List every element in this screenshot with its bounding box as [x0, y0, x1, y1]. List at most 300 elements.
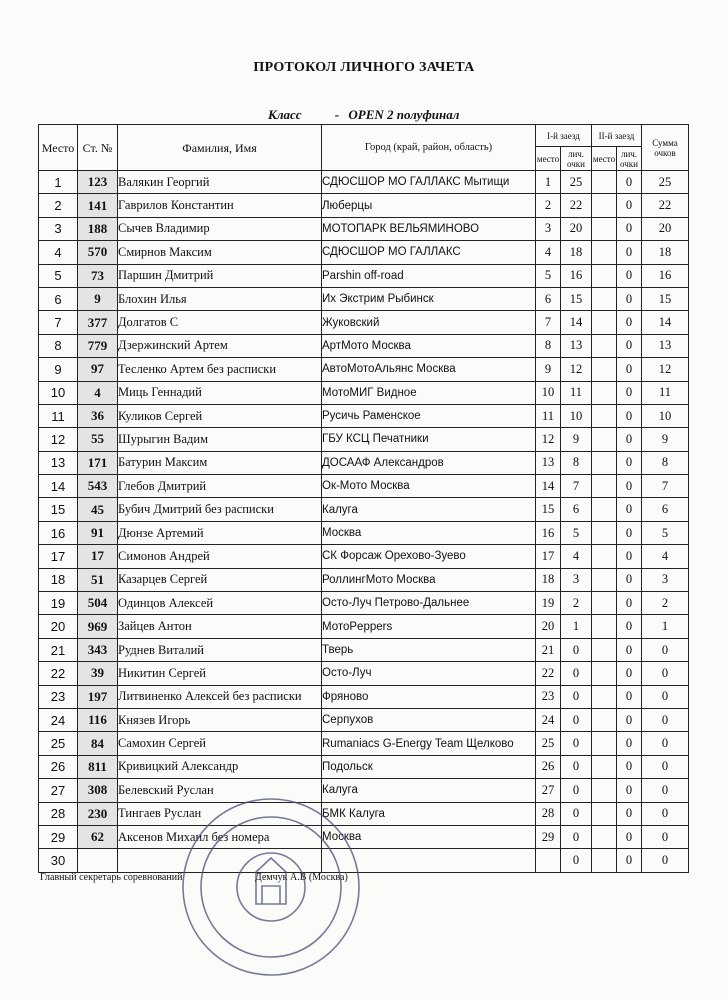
- table-row: [39, 451, 689, 474]
- heat1-points-cell: 0: [561, 825, 592, 848]
- heat1-place-cell: 16: [536, 521, 561, 544]
- place-cell: 29: [39, 825, 78, 848]
- heat1-points-cell: 15: [561, 287, 592, 310]
- heat1-points-cell: 6: [561, 498, 592, 521]
- place-cell: 7: [39, 311, 78, 334]
- heat2-points-cell: 0: [617, 849, 642, 872]
- heat1-points-cell: 9: [561, 428, 592, 451]
- heat2-points-cell: 0: [617, 732, 642, 755]
- heat2-points-cell: 0: [617, 802, 642, 825]
- sum-cell: 18: [642, 241, 689, 264]
- heat2-points-cell: 0: [617, 171, 642, 194]
- heat1-points-cell: 2: [561, 592, 592, 615]
- heat2-place-cell: [592, 241, 617, 264]
- sum-cell: 0: [642, 802, 689, 825]
- table-row: [39, 521, 689, 544]
- bib-cell: 230: [78, 802, 118, 825]
- sum-cell: 0: [642, 779, 689, 802]
- sum-cell: 16: [642, 264, 689, 287]
- sum-cell: 12: [642, 358, 689, 381]
- bib-cell: 73: [78, 264, 118, 287]
- bib-cell: 4: [78, 381, 118, 404]
- table-row: [39, 428, 689, 451]
- name-cell: Никитин Сергей: [118, 662, 322, 685]
- heat2-points-cell: 0: [617, 545, 642, 568]
- table-row: [39, 475, 689, 498]
- heat1-points-cell: 18: [561, 241, 592, 264]
- bib-cell: 570: [78, 241, 118, 264]
- heat2-points-cell: 0: [617, 521, 642, 544]
- city-cell: РоллингМото Москва: [322, 568, 536, 591]
- bib-cell: 51: [78, 568, 118, 591]
- place-cell: 20: [39, 615, 78, 638]
- heat1-points-cell: 0: [561, 732, 592, 755]
- city-cell: Калуга: [322, 779, 536, 802]
- heat2-place-cell: [592, 685, 617, 708]
- bib-cell: 84: [78, 732, 118, 755]
- name-cell: Шурыгин Вадим: [118, 428, 322, 451]
- heat2-points-cell: 0: [617, 404, 642, 427]
- heat1-place-cell: 18: [536, 568, 561, 591]
- bib-cell: 308: [78, 779, 118, 802]
- heat1-place-cell: 15: [536, 498, 561, 521]
- place-cell: 30: [39, 849, 78, 872]
- sum-cell: 20: [642, 217, 689, 240]
- bib-cell: 188: [78, 217, 118, 240]
- table-row: [39, 194, 689, 217]
- city-cell: СДЮСШОР МО ГАЛЛАКС: [322, 241, 536, 264]
- city-cell: Жуковский: [322, 311, 536, 334]
- place-cell: 23: [39, 685, 78, 708]
- col-bib-header: Ст. №: [78, 125, 118, 171]
- bib-cell: 811: [78, 755, 118, 778]
- heat2-place-cell: [592, 849, 617, 872]
- heat2-place-cell: [592, 358, 617, 381]
- city-cell: Осто-Луч Петрово-Дальнее: [322, 592, 536, 615]
- name-cell: Казарцев Сергей: [118, 568, 322, 591]
- heat1-place-cell: 27: [536, 779, 561, 802]
- place-cell: 9: [39, 358, 78, 381]
- heat1-place-cell: 19: [536, 592, 561, 615]
- city-cell: МОТОПАРК ВЕЛЬЯМИНОВО: [322, 217, 536, 240]
- place-cell: 22: [39, 662, 78, 685]
- table-row: [39, 662, 689, 685]
- name-cell: Гаврилов Константин: [118, 194, 322, 217]
- heat1-place-cell: 12: [536, 428, 561, 451]
- heat2-points-cell: 0: [617, 568, 642, 591]
- sum-cell: 3: [642, 568, 689, 591]
- heat1-place-cell: 14: [536, 475, 561, 498]
- sum-cell: 7: [642, 475, 689, 498]
- class-label: Класс: [268, 107, 302, 122]
- heat2-points-cell: 0: [617, 825, 642, 848]
- city-cell: Осто-Луч: [322, 662, 536, 685]
- heat1-place-cell: 4: [536, 241, 561, 264]
- bib-cell: 36: [78, 404, 118, 427]
- sum-cell: 0: [642, 662, 689, 685]
- heat2-place-cell: [592, 545, 617, 568]
- table-row: [39, 171, 689, 194]
- place-cell: 26: [39, 755, 78, 778]
- bib-cell: 197: [78, 685, 118, 708]
- heat2-points-cell: 0: [617, 708, 642, 731]
- heat2-points-cell: 0: [617, 779, 642, 802]
- heat1-points-cell: 0: [561, 802, 592, 825]
- bib-cell: [78, 849, 118, 872]
- bib-cell: 62: [78, 825, 118, 848]
- name-cell: Тингаев Руслан: [118, 802, 322, 825]
- name-cell: Руднев Виталий: [118, 638, 322, 661]
- bib-cell: 969: [78, 615, 118, 638]
- footer-signer: Демчук А.В (Москва): [254, 872, 348, 883]
- heat2-points-cell: 0: [617, 685, 642, 708]
- heat1-place-cell: 8: [536, 334, 561, 357]
- name-cell: Валякин Георгий: [118, 171, 322, 194]
- sum-cell: 15: [642, 287, 689, 310]
- col-place-header: Место: [39, 125, 78, 171]
- table-row: [39, 732, 689, 755]
- heat2-points-cell: 0: [617, 264, 642, 287]
- sum-cell: 1: [642, 615, 689, 638]
- city-cell: Parshin off-road: [322, 264, 536, 287]
- city-cell: Тверь: [322, 638, 536, 661]
- name-cell: Зайцев Антон: [118, 615, 322, 638]
- table-row: [39, 708, 689, 731]
- table-row: [39, 568, 689, 591]
- table-row: [39, 498, 689, 521]
- city-cell: МотоМИГ Видное: [322, 381, 536, 404]
- heat2-place-cell: [592, 779, 617, 802]
- city-cell: Фряново: [322, 685, 536, 708]
- heat1-place-cell: 1: [536, 171, 561, 194]
- bib-cell: 504: [78, 592, 118, 615]
- heat2-place-cell: [592, 521, 617, 544]
- city-cell: МотоPeppers: [322, 615, 536, 638]
- city-cell: Их Экстрим Рыбинск: [322, 287, 536, 310]
- heat2-place-cell: [592, 171, 617, 194]
- place-cell: 15: [39, 498, 78, 521]
- heat1-points-cell: 8: [561, 451, 592, 474]
- bib-cell: 91: [78, 521, 118, 544]
- heat1-points-cell: 1: [561, 615, 592, 638]
- place-cell: 12: [39, 428, 78, 451]
- heat2-points-cell: 0: [617, 592, 642, 615]
- table-row: [39, 638, 689, 661]
- table-row: [39, 334, 689, 357]
- place-cell: 6: [39, 287, 78, 310]
- bib-cell: 39: [78, 662, 118, 685]
- table-row: [39, 404, 689, 427]
- heat2-points-cell: 0: [617, 428, 642, 451]
- heat2-points-cell: 0: [617, 638, 642, 661]
- heat2-points-cell: 0: [617, 194, 642, 217]
- heat1-place-cell: 11: [536, 404, 561, 427]
- table-row: [39, 241, 689, 264]
- heat1-points-cell: 11: [561, 381, 592, 404]
- results-table: [38, 124, 689, 873]
- table-row: [39, 615, 689, 638]
- heat1-place-cell: 21: [536, 638, 561, 661]
- class-value: OPEN 2 полуфинал: [348, 107, 460, 122]
- sum-cell: 0: [642, 825, 689, 848]
- heat2-place-cell: [592, 568, 617, 591]
- heat2-points-cell: 0: [617, 334, 642, 357]
- heat1-place-cell: 28: [536, 802, 561, 825]
- place-cell: 10: [39, 381, 78, 404]
- col-sum-header: Сумма очков: [642, 125, 689, 171]
- heat2-points-cell: 0: [617, 662, 642, 685]
- place-cell: 19: [39, 592, 78, 615]
- place-cell: 13: [39, 451, 78, 474]
- name-cell: Тесленко Артем без расписки: [118, 358, 322, 381]
- city-cell: АртМото Москва: [322, 334, 536, 357]
- name-cell: Симонов Андрей: [118, 545, 322, 568]
- bib-cell: 377: [78, 311, 118, 334]
- bib-cell: 171: [78, 451, 118, 474]
- heat1-place-cell: 5: [536, 264, 561, 287]
- heat1-points-cell: 0: [561, 755, 592, 778]
- heat2-points-cell: 0: [617, 498, 642, 521]
- heat1-points-cell: 16: [561, 264, 592, 287]
- city-cell: СДЮСШОР МО ГАЛЛАКС Мытищи: [322, 171, 536, 194]
- heat1-place-cell: 26: [536, 755, 561, 778]
- heat1-points-cell: 25: [561, 171, 592, 194]
- heat1-place-cell: 6: [536, 287, 561, 310]
- table-row: [39, 685, 689, 708]
- heat1-place-cell: 25: [536, 732, 561, 755]
- heat1-place-cell: 3: [536, 217, 561, 240]
- heat2-points-cell: 0: [617, 311, 642, 334]
- table-row: [39, 264, 689, 287]
- heat1-place-cell: 10: [536, 381, 561, 404]
- heat2-points-cell: 0: [617, 615, 642, 638]
- col-heat2-header: II-й заезд: [592, 125, 642, 147]
- col-name-header: Фамилия, Имя: [118, 125, 322, 171]
- place-cell: 8: [39, 334, 78, 357]
- name-cell: Миць Геннадий: [118, 381, 322, 404]
- place-cell: 25: [39, 732, 78, 755]
- place-cell: 18: [39, 568, 78, 591]
- place-cell: 16: [39, 521, 78, 544]
- heat1-points-cell: 14: [561, 311, 592, 334]
- heat1-points-cell: 13: [561, 334, 592, 357]
- city-cell: Ок-Мото Москва: [322, 475, 536, 498]
- col-heat2-place-header: место: [592, 147, 617, 171]
- heat1-points-cell: 10: [561, 404, 592, 427]
- city-cell: ДОСААФ Александров: [322, 451, 536, 474]
- heat2-place-cell: [592, 311, 617, 334]
- table-row: [39, 592, 689, 615]
- place-cell: 5: [39, 264, 78, 287]
- heat2-place-cell: [592, 755, 617, 778]
- sum-cell: 14: [642, 311, 689, 334]
- sum-cell: 0: [642, 732, 689, 755]
- heat2-place-cell: [592, 428, 617, 451]
- heat2-place-cell: [592, 404, 617, 427]
- place-cell: 1: [39, 171, 78, 194]
- bib-cell: 343: [78, 638, 118, 661]
- heat2-points-cell: 0: [617, 475, 642, 498]
- place-cell: 27: [39, 779, 78, 802]
- name-cell: Дзержинский Артем: [118, 334, 322, 357]
- heat2-place-cell: [592, 802, 617, 825]
- heat1-points-cell: 5: [561, 521, 592, 544]
- heat2-place-cell: [592, 638, 617, 661]
- heat1-points-cell: 0: [561, 708, 592, 731]
- heat2-place-cell: [592, 451, 617, 474]
- name-cell: Литвиненко Алексей без расписки: [118, 685, 322, 708]
- sum-cell: 11: [642, 381, 689, 404]
- city-cell: Серпухов: [322, 708, 536, 731]
- heat1-place-cell: 13: [536, 451, 561, 474]
- sum-cell: 13: [642, 334, 689, 357]
- name-cell: Бубич Дмитрий без расписки: [118, 498, 322, 521]
- sum-cell: 2: [642, 592, 689, 615]
- city-cell: БМК Калуга: [322, 802, 536, 825]
- heat2-points-cell: 0: [617, 358, 642, 381]
- heat1-points-cell: 0: [561, 638, 592, 661]
- page-title: ПРОТОКОЛ ЛИЧНОГО ЗАЧЕТА: [253, 60, 475, 75]
- name-cell: Аксенов Михаил без номера: [118, 825, 322, 848]
- heat2-place-cell: [592, 592, 617, 615]
- name-cell: Глебов Дмитрий: [118, 475, 322, 498]
- heat1-points-cell: 22: [561, 194, 592, 217]
- name-cell: Самохин Сергей: [118, 732, 322, 755]
- col-heat1-points-header: лич. очки: [561, 147, 592, 171]
- bib-cell: 9: [78, 287, 118, 310]
- class-line: [268, 107, 459, 123]
- bib-cell: 97: [78, 358, 118, 381]
- city-cell: Подольск: [322, 755, 536, 778]
- heat2-points-cell: 0: [617, 451, 642, 474]
- heat2-place-cell: [592, 475, 617, 498]
- heat1-place-cell: 7: [536, 311, 561, 334]
- name-cell: Дюнзе Артемий: [118, 521, 322, 544]
- heat1-points-cell: 4: [561, 545, 592, 568]
- heat2-place-cell: [592, 287, 617, 310]
- table-row: [39, 755, 689, 778]
- city-cell: Rumaniacs G-Energy Team Щелково: [322, 732, 536, 755]
- footer-label: Главный секретарь соревнований: [40, 872, 183, 883]
- table-header: [39, 125, 689, 171]
- heat1-points-cell: 0: [561, 685, 592, 708]
- heat2-place-cell: [592, 732, 617, 755]
- sum-cell: 0: [642, 849, 689, 872]
- table-row: [39, 311, 689, 334]
- table-row: [39, 381, 689, 404]
- table-row: [39, 358, 689, 381]
- bib-cell: 123: [78, 171, 118, 194]
- city-cell: ГБУ КСЦ Печатники: [322, 428, 536, 451]
- heat1-points-cell: 7: [561, 475, 592, 498]
- heat1-place-cell: 20: [536, 615, 561, 638]
- official-seal-icon: [176, 792, 366, 982]
- heat2-points-cell: 0: [617, 381, 642, 404]
- bib-cell: 779: [78, 334, 118, 357]
- heat2-points-cell: 0: [617, 241, 642, 264]
- name-cell: Долгатов С: [118, 311, 322, 334]
- place-cell: 24: [39, 708, 78, 731]
- bib-cell: 55: [78, 428, 118, 451]
- table-row: [39, 287, 689, 310]
- name-cell: Сычев Владимир: [118, 217, 322, 240]
- heat2-place-cell: [592, 194, 617, 217]
- name-cell: Блохин Илья: [118, 287, 322, 310]
- sum-cell: 0: [642, 755, 689, 778]
- heat1-place-cell: 22: [536, 662, 561, 685]
- col-heat1-header: I-й заезд: [536, 125, 592, 147]
- heat2-place-cell: [592, 381, 617, 404]
- col-heat1-place-header: место: [536, 147, 561, 171]
- city-cell: СК Форсаж Орехово-Зуево: [322, 545, 536, 568]
- heat1-place-cell: 24: [536, 708, 561, 731]
- place-cell: 14: [39, 475, 78, 498]
- heat1-points-cell: 20: [561, 217, 592, 240]
- col-city-header: Город (край, район, область): [322, 125, 536, 171]
- bib-cell: 45: [78, 498, 118, 521]
- name-cell: Батурин Максим: [118, 451, 322, 474]
- table-body: [39, 171, 689, 873]
- heat2-points-cell: 0: [617, 287, 642, 310]
- sum-cell: 0: [642, 685, 689, 708]
- bib-cell: 116: [78, 708, 118, 731]
- heat2-place-cell: [592, 264, 617, 287]
- heat1-place-cell: 23: [536, 685, 561, 708]
- sum-cell: 9: [642, 428, 689, 451]
- heat2-place-cell: [592, 615, 617, 638]
- heat1-place-cell: 29: [536, 825, 561, 848]
- sum-cell: 10: [642, 404, 689, 427]
- city-cell: Русичь Раменское: [322, 404, 536, 427]
- heat2-place-cell: [592, 498, 617, 521]
- name-cell: Паршин Дмитрий: [118, 264, 322, 287]
- name-cell: Куликов Сергей: [118, 404, 322, 427]
- heat1-points-cell: 0: [561, 779, 592, 802]
- heat2-place-cell: [592, 334, 617, 357]
- place-cell: 2: [39, 194, 78, 217]
- city-cell: Калуга: [322, 498, 536, 521]
- name-cell: Белевский Руслан: [118, 779, 322, 802]
- bib-cell: 141: [78, 194, 118, 217]
- place-cell: 21: [39, 638, 78, 661]
- heat2-points-cell: 0: [617, 217, 642, 240]
- place-cell: 17: [39, 545, 78, 568]
- heat2-place-cell: [592, 217, 617, 240]
- name-cell: Одинцов Алексей: [118, 592, 322, 615]
- sum-cell: 4: [642, 545, 689, 568]
- name-cell: Кривицкий Александр: [118, 755, 322, 778]
- bib-cell: 543: [78, 475, 118, 498]
- sum-cell: 25: [642, 171, 689, 194]
- heat1-place-cell: 17: [536, 545, 561, 568]
- sum-cell: 0: [642, 638, 689, 661]
- heat1-points-cell: 0: [561, 849, 592, 872]
- col-heat2-points-header: лич. очки: [617, 147, 642, 171]
- sum-cell: 6: [642, 498, 689, 521]
- place-cell: 28: [39, 802, 78, 825]
- place-cell: 11: [39, 404, 78, 427]
- class-dash: -: [334, 107, 340, 122]
- heat2-place-cell: [592, 662, 617, 685]
- sum-cell: 5: [642, 521, 689, 544]
- sum-cell: 8: [642, 451, 689, 474]
- name-cell: Смирнов Максим: [118, 241, 322, 264]
- city-cell: АвтоМотоАльянс Москва: [322, 358, 536, 381]
- name-cell: Князев Игорь: [118, 708, 322, 731]
- heat1-points-cell: 12: [561, 358, 592, 381]
- table-row: [39, 545, 689, 568]
- table-row: [39, 217, 689, 240]
